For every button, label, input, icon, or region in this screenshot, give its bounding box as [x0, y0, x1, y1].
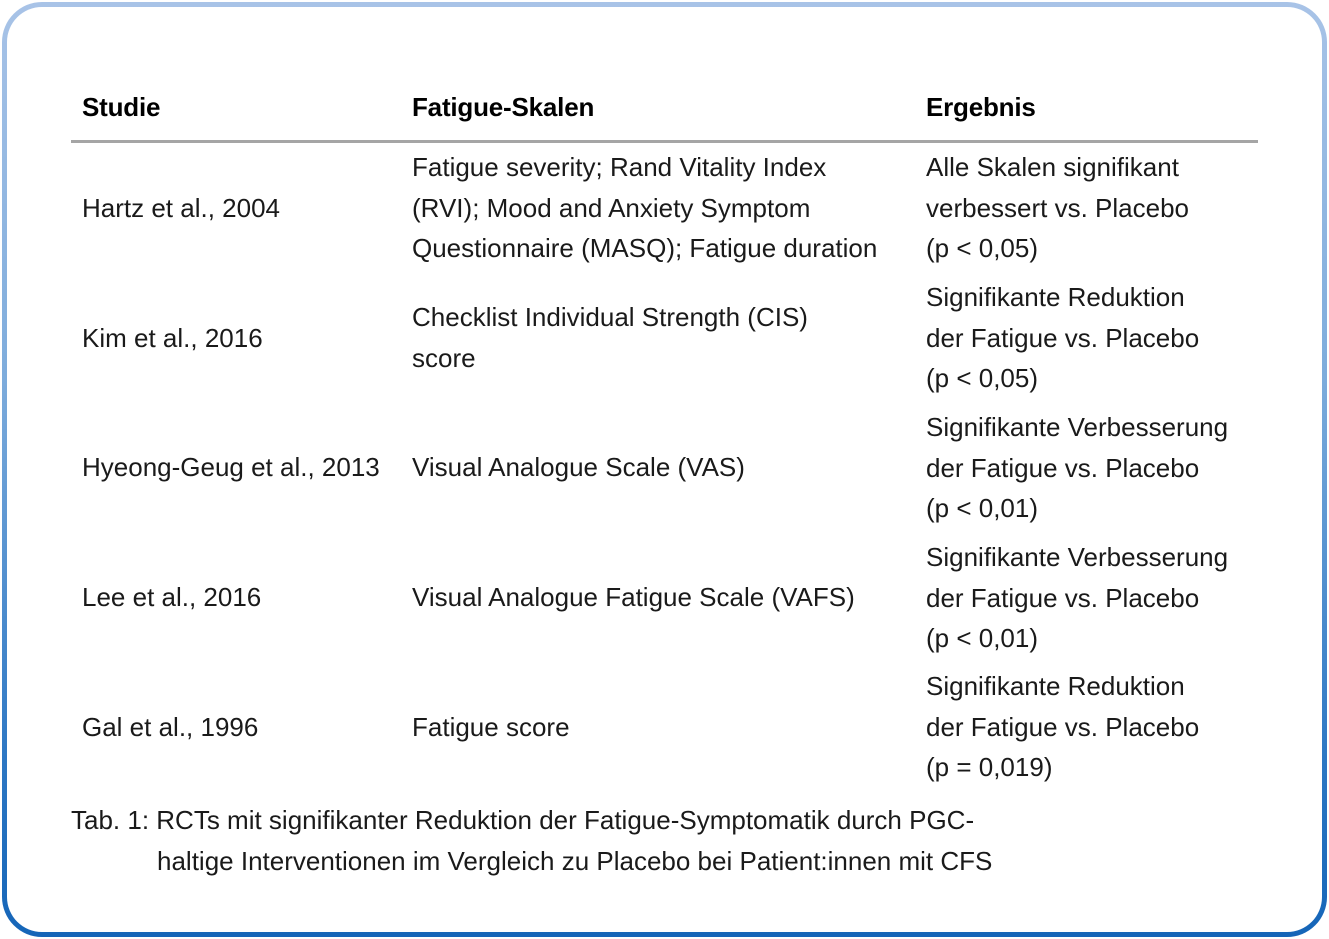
row-4-skalen-line-1: Visual Analogue Fatigue Scale (VAFS) [412, 582, 855, 612]
row-5-studie: Gal et al., 1996 [82, 712, 259, 742]
row-5-ergebnis-line-2: der Fatigue vs. Placebo [926, 711, 1200, 742]
row-5-ergebnis-line-3: (p = 0,019) [926, 752, 1053, 782]
caption-line-2: haltige Interventionen im Vergleich zu Placebo bei Patient:innen mit CFS [157, 845, 993, 876]
row-5-ergebnis [926, 666, 1199, 788]
row-2-ergebnis-line-1: Signifikante Reduktion [926, 282, 1185, 312]
header-fatigue-skalen: Fatigue-Skalen [412, 92, 595, 122]
row-2-studie: Kim et al., 2016 [82, 323, 263, 353]
row-1-skalen [412, 147, 877, 269]
caption-line-1: Tab. 1: RCTs mit signifikanter Reduktion der Fatigue-Symptomatik durch PGC- [71, 805, 975, 835]
row-4-ergebnis-line-2: der Fatigue vs. Placebo [926, 582, 1200, 613]
row-2-ergebnis-line-2: der Fatigue vs. Placebo [926, 322, 1200, 353]
row-1-ergebnis [926, 147, 1189, 269]
row-3-ergebnis-line-3: (p < 0,01) [926, 493, 1039, 523]
row-1-studie: Hartz et al., 2004 [82, 193, 280, 223]
row-3-ergebnis [926, 407, 1228, 529]
row-4-skalen [412, 577, 855, 618]
row-1-ergebnis-line-3: (p < 0,05) [926, 233, 1039, 263]
header-divider [71, 140, 1258, 143]
row-2-skalen [412, 297, 808, 378]
row-5-skalen-line-1: Fatigue score [412, 712, 570, 742]
row-2-ergebnis [926, 277, 1199, 399]
row-3-skalen [412, 447, 745, 488]
row-1-skalen-line-3: Questionnaire (MASQ); Fatigue duration [412, 233, 878, 263]
header-ergebnis: Ergebnis [926, 92, 1036, 122]
row-4-studie: Lee et al., 2016 [82, 582, 262, 612]
row-4-ergebnis-line-3: (p < 0,01) [926, 623, 1039, 653]
row-1-ergebnis-line-1: Alle Skalen signifikant [926, 152, 1179, 182]
row-2-skalen-line-2: score [412, 342, 476, 373]
row-4-ergebnis-line-1: Signifikante Verbesserung [926, 542, 1229, 572]
row-2-skalen-line-1: Checklist Individual Strength (CIS) [412, 302, 808, 332]
row-1-skalen-line-2: (RVI); Mood and Anxiety Symptom [412, 192, 811, 223]
row-3-ergebnis-line-1: Signifikante Verbesserung [926, 412, 1229, 442]
row-2-ergebnis-line-3: (p < 0,05) [926, 363, 1039, 393]
row-4-ergebnis [926, 537, 1228, 659]
row-1-skalen-line-1: Fatigue severity; Rand Vitality Index [412, 152, 827, 182]
row-5-ergebnis-line-1: Signifikante Reduktion [926, 671, 1185, 701]
row-5-skalen [412, 707, 570, 748]
header-studie: Studie [82, 92, 161, 122]
table-caption [71, 800, 992, 881]
row-3-ergebnis-line-2: der Fatigue vs. Placebo [926, 452, 1200, 483]
row-1-ergebnis-line-2: verbessert vs. Placebo [926, 192, 1190, 223]
row-3-skalen-line-1: Visual Analogue Scale (VAS) [412, 452, 745, 482]
row-3-studie: Hyeong-Geug et al., 2013 [82, 452, 380, 482]
